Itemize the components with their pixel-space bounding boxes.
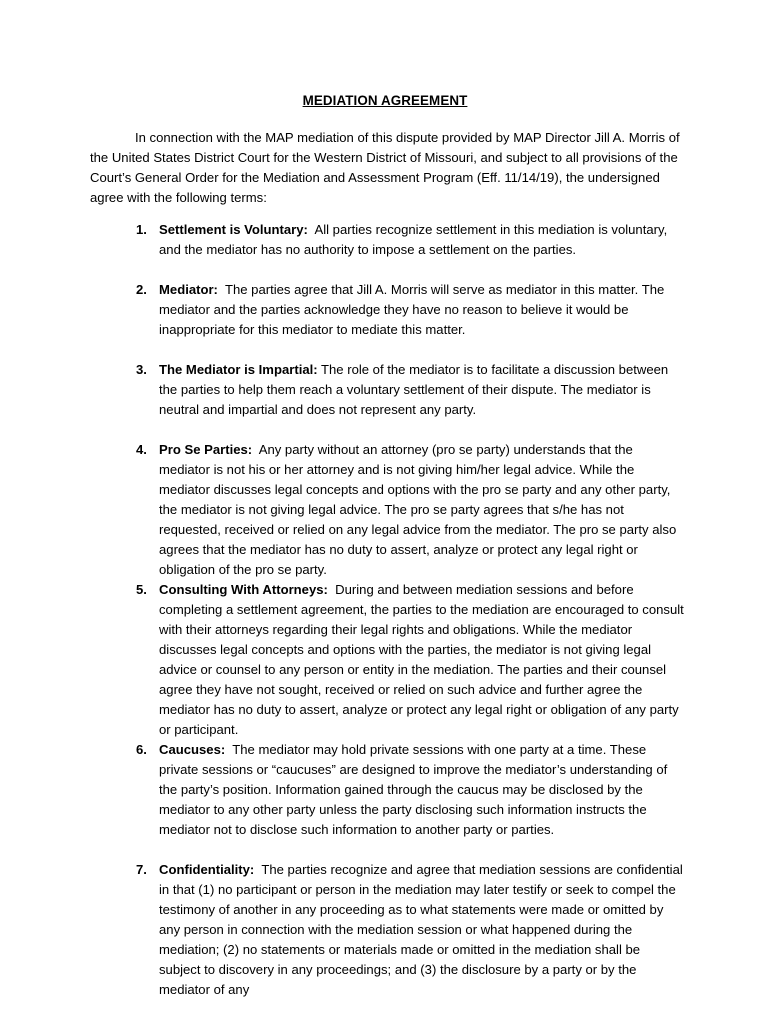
- term-item: [136, 280, 684, 340]
- term-number: 2.: [136, 282, 147, 297]
- term-heading: Settlement is Voluntary:: [159, 222, 308, 237]
- intro-paragraph: In connection with the MAP mediation of this dispute provided by MAP Director Jill A. Morris of the United States District Court for the Western District of Missouri, and subject to all provisions of the Court’s General Order for the Mediation and Assessment Program (Eff. 11/14/19), the undersigned agree with the following terms:: [90, 130, 680, 205]
- term-number: 3.: [136, 362, 147, 377]
- term-heading: Consulting With Attorneys:: [159, 582, 328, 597]
- term-text: During and between mediation sessions and before completing a settlement agreement, the parties to the mediation are encouraged to consult with their attorneys regarding their legal rights and obligations. While the mediator discusses legal concepts and options with the parties, the mediator is not giving legal advice or counsel to any person or entity in the mediation. The parties and their counsel agree they have not sought, received or relied on such advice and further agree the mediator has no duty to assert, analyze or protect any legal right or obligation of any party or participant.: [159, 582, 684, 737]
- term-number: 1.: [136, 222, 147, 237]
- term-text: The role of the mediator is to facilitate a discussion between the parties to help them reach a voluntary settlement of their dispute. The mediator is neutral and impartial and does not represent any party.: [159, 362, 669, 417]
- term-number: 7.: [136, 862, 147, 877]
- term-item: [136, 740, 684, 840]
- term-number: 4.: [136, 442, 147, 457]
- term-text: All parties recognize settlement in this mediation is voluntary, and the mediator has no authority to impose a settlement on the parties.: [159, 222, 668, 257]
- term-number: 6.: [136, 742, 147, 757]
- term-item: [136, 360, 684, 420]
- term-heading: Pro Se Parties:: [159, 442, 253, 457]
- term-item: [136, 440, 684, 580]
- term-item: [136, 220, 684, 260]
- term-heading: The Mediator is Impartial:: [159, 362, 318, 377]
- term-text: Any party without an attorney (pro se party) understands that the mediator is not his or her attorney and is not giving him/her legal advice. While the mediator discusses legal concepts and options with the pro se party and any other party, the mediator is not giving legal advice. The pro se party agrees that s/he has not requested, received or relied on any legal advice from the mediator. The pro se party also agrees that the mediator has no duty to assert, analyze or protect any legal right or obligation of the pro se party.: [159, 442, 677, 577]
- term-text: The mediator may hold private sessions with one party at a time. These private sessions or “caucuses” are designed to improve the mediator’s understanding of the party’s position. Information gained through the caucus may be disclosed by the mediator to any other party unless the party disclosing such information instructs the mediator not to disclose such information to another party or parties.: [159, 742, 668, 837]
- term-item: [136, 860, 684, 1000]
- document-title: MEDIATION AGREEMENT: [302, 93, 468, 108]
- term-heading: Mediator:: [159, 282, 218, 297]
- term-heading: Confidentiality:: [159, 862, 255, 877]
- term-text: The parties recognize and agree that mediation sessions are confidential in that (1) no participant or person in the mediation may later testify or seek to compel the testimony of another in any proceeding as to what statements were made or omitted by any person in connection with the mediation session or what happened during the mediation; (2) no statements or materials made or omitted in the mediation shall be subject to discovery in any proceedings; and (3) the disclosure by a party or by the mediator of any: [159, 862, 683, 997]
- term-heading: Caucuses:: [159, 742, 226, 757]
- term-item: [136, 580, 684, 740]
- term-number: 5.: [136, 582, 147, 597]
- term-text: The parties agree that Jill A. Morris will serve as mediator in this matter. The mediator and the parties acknowledge they have no reason to believe it would be inappropriate for this mediator to mediate this matter.: [159, 282, 665, 337]
